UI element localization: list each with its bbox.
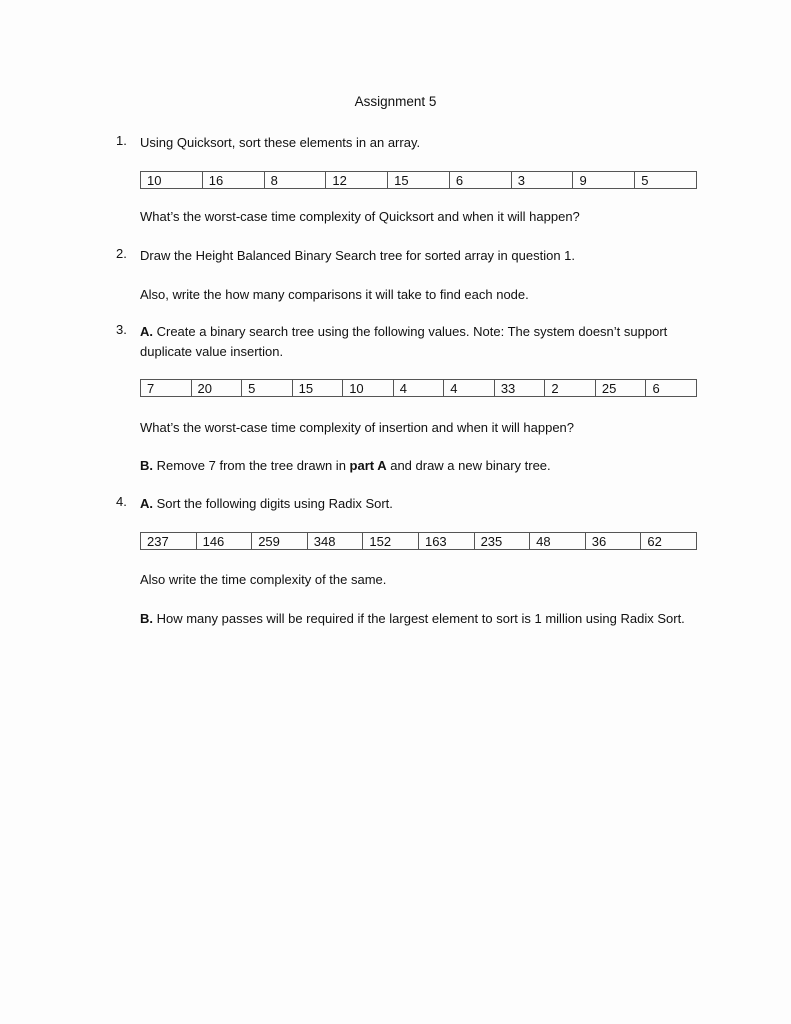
array-cell: 16 [203,172,265,188]
part-a-text: Sort the following digits using Radix Sort. [153,496,393,511]
bst-values-array [140,379,697,397]
array-cell: 10 [343,380,394,396]
part-b-text-2: and draw a new binary tree. [386,458,551,473]
array-cell: 25 [596,380,647,396]
part-b-text: How many passes will be required if the largest element to sort is 1 million using Radix Sort. [153,611,685,626]
question-1-number: 1. [116,133,127,148]
array-cell: 48 [530,533,586,549]
question-4-followup: Also write the time complexity of the same. [140,572,387,587]
part-a-text: Create a binary search tree using the following values. Note: The system doesn’t support duplicate value insertion. [140,324,668,359]
part-a-label: A. [140,324,153,339]
array-cell: 6 [450,172,512,188]
array-cell: 7 [141,380,192,396]
question-1-followup: What’s the worst-case time complexity of Quicksort and when it will happen? [140,209,580,224]
question-2-text: Draw the Height Balanced Binary Search tree for sorted array in question 1. [140,248,576,263]
array-cell: 4 [394,380,445,396]
question-2-followup: Also, write the how many comparisons it will take to find each node. [140,287,529,302]
array-cell: 5 [641,173,649,188]
array-cell: 348 [308,533,364,549]
quicksort-array [140,171,697,189]
question-4-number: 4. [116,494,127,509]
part-b-label: B. [140,458,153,473]
array-cell: 2 [545,380,596,396]
array-cell: 146 [197,533,253,549]
part-b-label: B. [140,611,153,626]
question-1-text: Using Quicksort, sort these elements in an array. [140,135,421,150]
array-cell: 10 [141,172,203,188]
question-4-part-a [140,494,685,514]
assignment-title: Assignment 5 [354,94,437,109]
array-cell: 15 [293,380,344,396]
array-cell: 12 [326,172,388,188]
array-cell: 36 [586,533,642,549]
radix-array [140,532,697,550]
array-cell: 152 [363,533,419,549]
array-cell: 8 [265,172,327,188]
array-cell: 9 [573,172,635,188]
array-cell: 259 [252,533,308,549]
array-cell: 15 [388,172,450,188]
part-a-label: A. [140,496,153,511]
array-cell: 20 [192,380,243,396]
question-4-part-b [140,609,685,629]
array-cell: 33 [495,380,546,396]
array-cell: 4 [444,380,495,396]
question-3-number: 3. [116,322,127,337]
array-cell: 62 [647,534,662,549]
question-3-part-b [140,456,685,476]
part-b-text-1: Remove 7 from the tree drawn in [153,458,350,473]
array-cell: 237 [141,533,197,549]
array-cell: 5 [242,380,293,396]
question-3-followup: What’s the worst-case time complexity of insertion and when it will happen? [140,420,575,435]
question-2-number: 2. [116,246,127,261]
array-cell: 235 [475,533,531,549]
array-cell: 6 [652,381,660,396]
part-b-bold: part A [349,458,387,473]
question-3-part-a [140,322,685,362]
array-cell: 3 [512,172,574,188]
array-cell: 163 [419,533,475,549]
